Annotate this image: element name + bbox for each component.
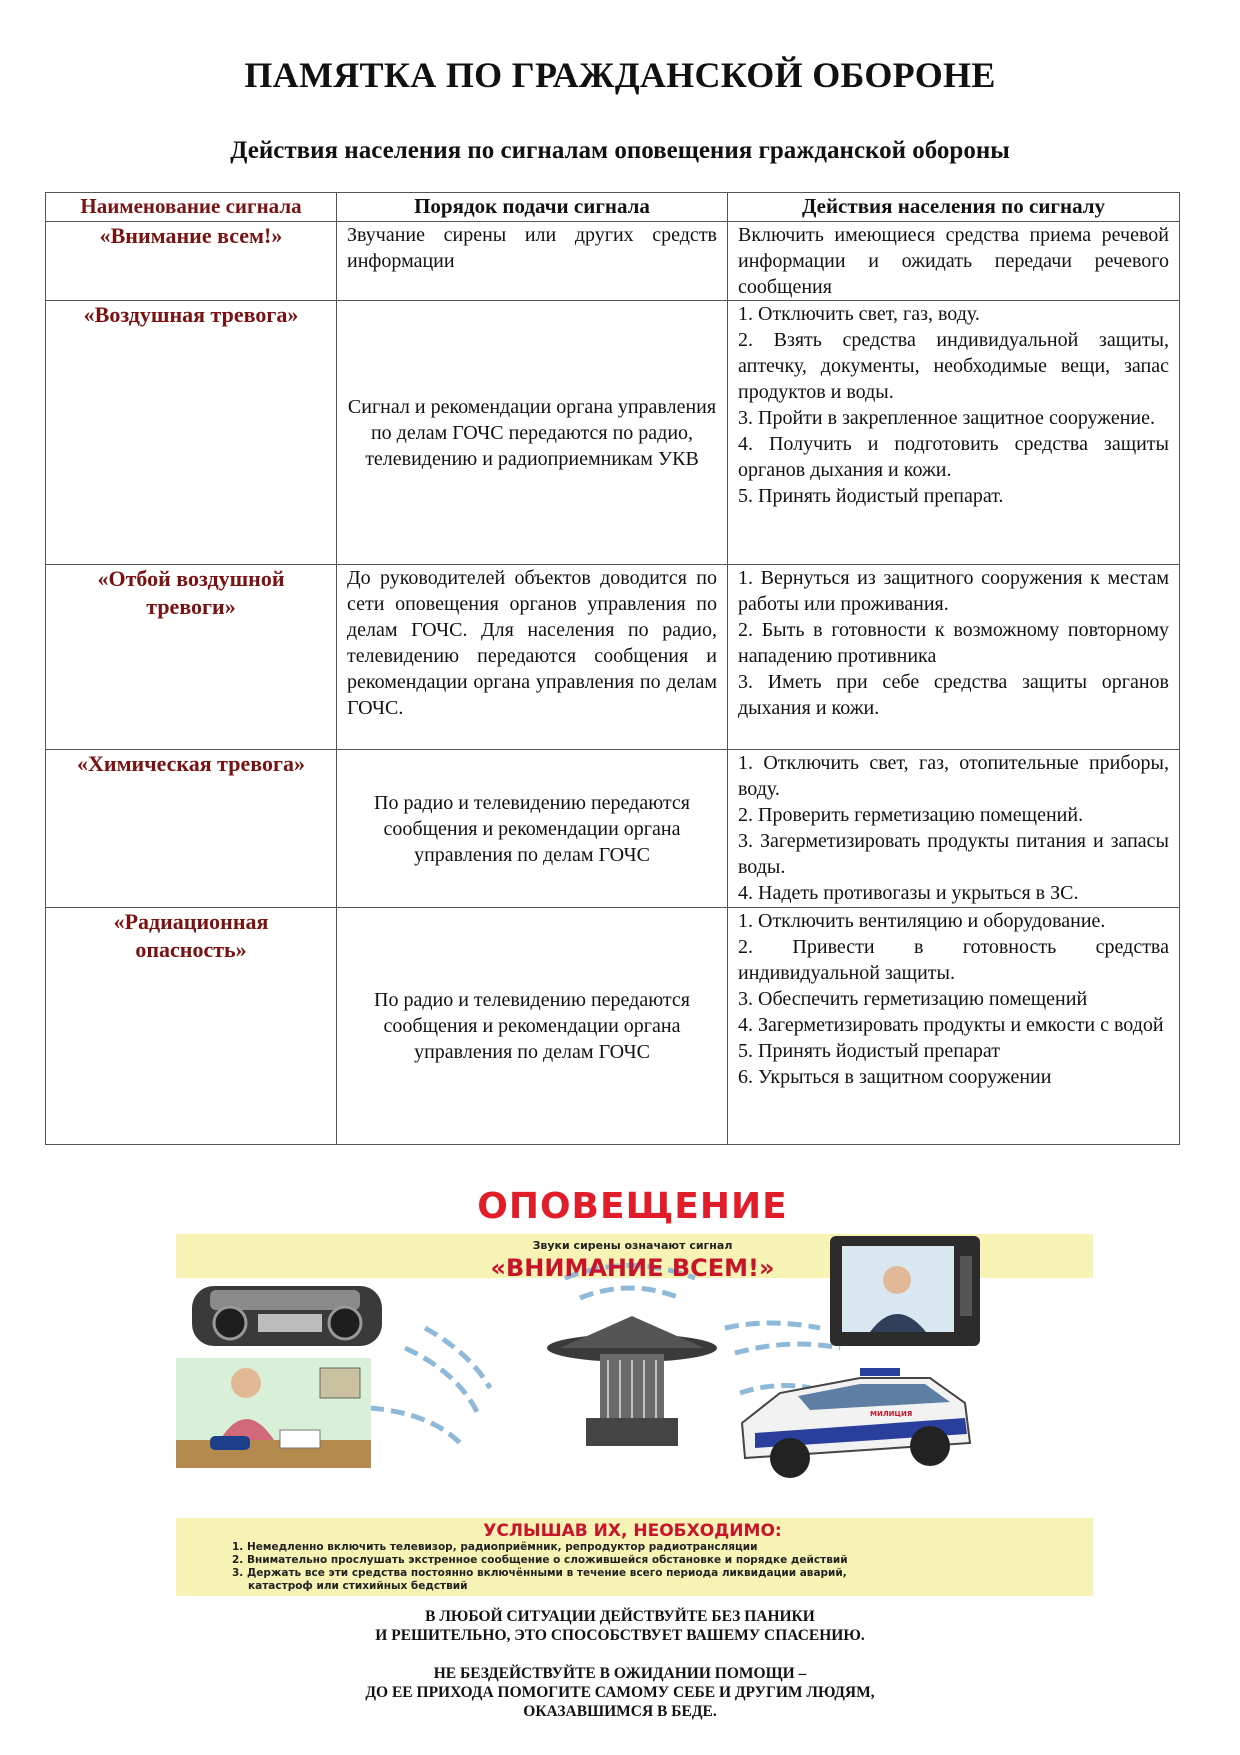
- signal-name: «Воздушная тревога»: [46, 301, 337, 565]
- action-item: 2. Проверить герметизацию помещений.: [738, 804, 1084, 826]
- poster-band-caption: Звуки сирены означают сигнал: [532, 1239, 733, 1252]
- action-item: 5. Принять йодистый препарат.: [738, 485, 1004, 507]
- action-item: 4. Надеть противогазы и укрыться в ЗС.: [738, 882, 1079, 904]
- signal-order: По радио и телевидению передаются сообщения и рекомендации органа управления по делам ГОЧС: [337, 750, 728, 908]
- action-item: 2. Привести в готовность средства индивидуальной защиты.: [738, 936, 1169, 984]
- action-item: 2. Взять средства индивидуальной защиты, аптечку, документы, необходимые вещи, запас продуктов и воды.: [738, 329, 1169, 403]
- table-row: [46, 750, 1180, 908]
- footer-line: ОКАЗАВШИМСЯ В БЕДЕ.: [523, 1703, 717, 1720]
- signal-order: Сигнал и рекомендации органа управления по делам ГОЧС передаются по радио, телевидению и радиоприемникам УКВ: [337, 301, 728, 565]
- list-item: 3. Держать все эти средства постоянно включёнными в течение всего периода ликвидации аварий,: [232, 1567, 847, 1579]
- signals-table: [45, 192, 1180, 1145]
- action-item: 1. Вернуться из защитного сооружения к местам работы или проживания.: [738, 567, 1169, 615]
- alert-poster: [170, 1178, 1095, 1603]
- signal-actions: [728, 908, 1180, 1145]
- action-item: 1. Отключить свет, газ, отопительные приборы, воду.: [738, 752, 1169, 800]
- signal-name: «Химическая тревога»: [46, 750, 337, 908]
- list-item: 2. Внимательно прослушать экстренное сообщение о сложившейся обстановке и порядке действий: [232, 1554, 848, 1566]
- siren-icon: [547, 1316, 717, 1446]
- action-item: 4. Загерметизировать продукты и емкости с водой: [738, 1014, 1164, 1036]
- poster-band-signal: «ВНИМАНИЕ ВСЕМ!»: [490, 1254, 775, 1282]
- column-header-order: Порядок подачи сигнала: [337, 193, 728, 222]
- footer-line: И РЕШИТЕЛЬНО, ЭТО СПОСОБСТВУЕТ ВАШЕМУ СПАСЕНИЮ.: [375, 1627, 865, 1644]
- table-header-row: [46, 193, 1180, 222]
- signal-name: «Внимание всем!»: [46, 222, 337, 301]
- tv-icon: [830, 1236, 980, 1346]
- action-item: 3. Пройти в закрепленное защитное сооружение.: [738, 407, 1156, 429]
- footer-line: В ЛЮБОЙ СИТУАЦИИ ДЕЙСТВУЙТЕ БЕЗ ПАНИКИ: [425, 1608, 815, 1625]
- action-item: 4. Получить и подготовить средства защиты органов дыхания и кожи.: [738, 433, 1169, 481]
- action-item: 1. Отключить свет, газ, воду.: [738, 303, 980, 325]
- poster-instructions-heading: УСЛЫШАВ ИХ, НЕОБХОДИМО:: [483, 1521, 782, 1541]
- action-item: 3. Иметь при себе средства защиты органов дыхания и кожи.: [738, 671, 1169, 719]
- page-subtitle: Действия населения по сигналам оповещения гражданской обороны: [230, 137, 1010, 164]
- signal-order: До руководителей объектов доводится по сети оповещения органов управления по делам ГОЧС. Для населения по радио, телевидению передаются сообщения и рекомендации органа управления по делам ГОЧС.: [337, 565, 728, 750]
- page-title: ПАМЯТКА ПО ГРАЖДАНСКОЙ ОБОРОНЕ: [244, 55, 996, 95]
- signal-actions: [728, 222, 1180, 301]
- signal-order: По радио и телевидению передаются сообщения и рекомендации органа управления по делам ГОЧС: [337, 908, 728, 1145]
- signal-order: Звучание сирены или других средств информации: [337, 222, 728, 301]
- poster-instructions-list: [232, 1541, 1052, 1593]
- action-item: 6. Укрыться в защитном сооружении: [738, 1066, 1052, 1088]
- table-row: [46, 565, 1180, 750]
- list-item: 1. Немедленно включить телевизор, радиоприёмник, репродуктор радиотрансляции: [232, 1541, 758, 1553]
- signal-actions: [728, 565, 1180, 750]
- footer-line: НЕ БЕЗДЕЙСТВУЙТЕ В ОЖИДАНИИ ПОМОЩИ –: [433, 1665, 807, 1682]
- table-row: [46, 301, 1180, 565]
- signal-actions: [728, 750, 1180, 908]
- office-worker-icon: [176, 1358, 371, 1468]
- list-item: катастроф или стихийных бедствий: [248, 1580, 468, 1592]
- poster-title: ОПОВЕЩЕНИЕ: [477, 1186, 788, 1227]
- action-item: 5. Принять йодистый препарат: [738, 1040, 1000, 1062]
- footer-line: ДО ЕЕ ПРИХОДА ПОМОГИТЕ САМОМУ СЕБЕ И ДРУГИМ ЛЮДЯМ,: [365, 1684, 875, 1701]
- car-label: МИЛИЦИЯ: [870, 1410, 913, 1418]
- signal-name: «Отбой воздушной тревоги»: [46, 565, 337, 750]
- action-item: 2. Быть в готовности к возможному повторному нападению противника: [738, 619, 1169, 667]
- action-item: 1. Отключить вентиляцию и оборудование.: [738, 910, 1106, 932]
- action-item: 3. Обеспечить герметизацию помещений: [738, 988, 1088, 1010]
- column-header-signal: Наименование сигнала: [46, 193, 337, 222]
- footer-advice-2: [0, 1664, 1240, 1721]
- footer-advice-1: [0, 1607, 1240, 1645]
- table-row: [46, 908, 1180, 1145]
- column-header-actions: Действия населения по сигналу: [728, 193, 1180, 222]
- signal-actions: [728, 301, 1180, 565]
- signal-name: «Радиационная опасность»: [46, 908, 337, 1145]
- radio-icon: [192, 1286, 382, 1346]
- action-item: 3. Загерметизировать продукты питания и запасы воды.: [738, 830, 1169, 878]
- action-item: Включить имеющиеся средства приема речевой информации и ожидать передачи речевого сообщения: [738, 224, 1169, 298]
- police-car-icon: [742, 1368, 970, 1478]
- table-row: [46, 222, 1180, 301]
